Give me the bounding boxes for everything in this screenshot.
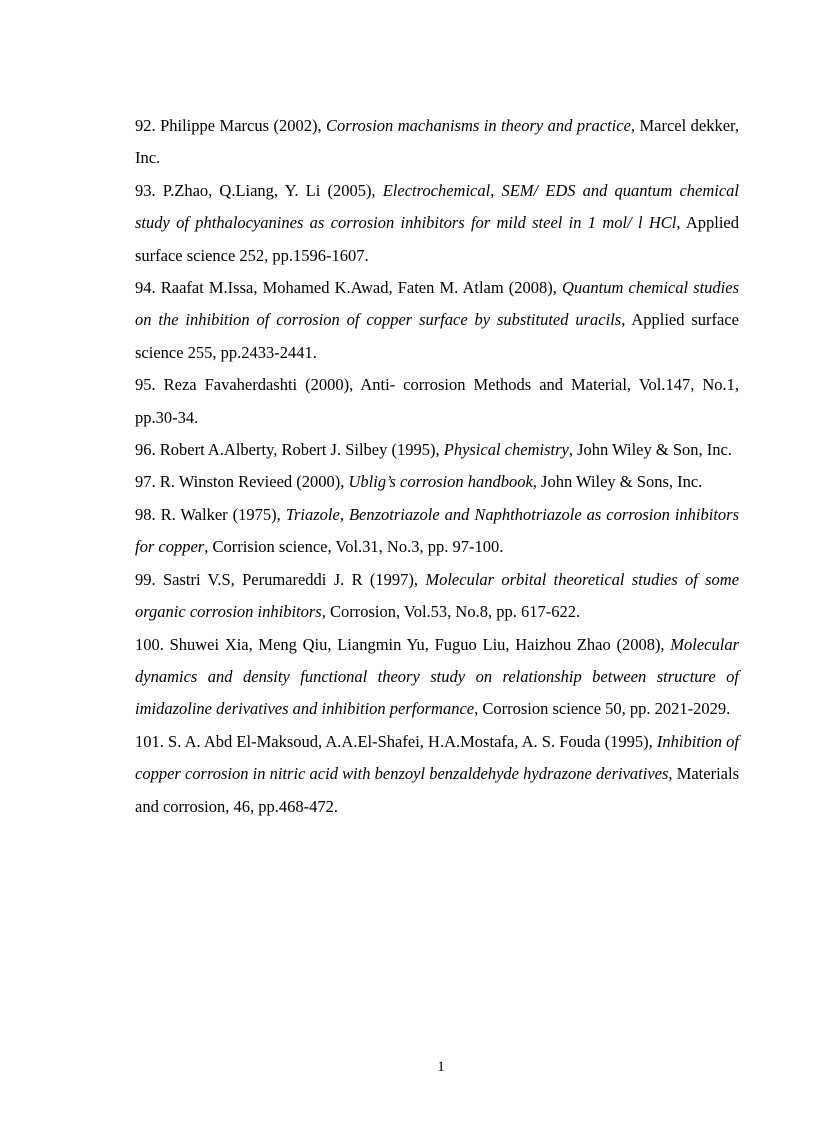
reference-authors: Robert A.Alberty, Robert J. Silbey (1995), [159,440,440,460]
reference-number: 96. [135,440,156,460]
reference-number: 94. [135,278,156,298]
reference-number: 97. [135,472,156,492]
page-number: 1 [437,1059,445,1075]
reference-title: Inhibition of copper corrosion in nitric acid with benzoyl benzaldehyde hydrazone derivatives [135,731,739,784]
reference-authors: Raafat M.Issa, Mohamed K.Awad, Faten M. Atlam (2008), [160,278,557,298]
reference-authors: Reza Favaherdashti (2000), Anti- corrosion Methods and Material, Vol.147, No.1, pp.30-34. [135,375,740,427]
reference-title: Corrosion machanisms in theory and practice [326,116,631,135]
reference-item [135,629,739,726]
reference-number: 93. [135,180,156,200]
reference-authors: Sastri V.S, Perumareddi J. R (1997), [162,569,419,589]
reference-authors: R. Winston Revieed (2000), [159,472,345,492]
reference-item [135,564,739,629]
reference-authors: S. A. Abd El-Maksoud, A.A.El-Shafei, H.A.Mostafa, A. S. Fouda (1995), [168,731,653,751]
reference-number: 100. [135,634,164,654]
reference-source: , John Wiley & Sons, Inc. [532,472,703,492]
reference-item [135,272,739,369]
reference-authors: R. Walker (1975), [160,504,281,524]
reference-item [135,110,739,175]
reference-item [135,499,739,564]
reference-title: Molecular orbital theoretical studies of some organic corrosion inhibitors [135,569,740,622]
reference-source: , Applied surface science 252, pp.1596-1607. [135,213,739,265]
reference-number: 101. [135,731,164,751]
reference-number: 92. [135,116,156,135]
reference-item [135,466,739,498]
reference-number: 95. [135,375,156,395]
reference-source: , Materials and corrosion, 46, pp.468-472. [135,764,740,816]
reference-authors: Shuwei Xia, Meng Qiu, Liangmin Yu, Fuguo Liu, Haizhou Zhao (2008), [169,634,665,654]
reference-list [135,110,739,823]
reference-title: Physical chemistry [443,440,569,460]
reference-title: Electrochemical, SEM/ EDS and quantum chemical study of phthalocyanines as corrosion inhibitors for mild steel in 1 mol/ l HCl [135,180,739,233]
reference-item [135,434,739,466]
reference-source: , John Wiley & Son, Inc. [568,440,732,460]
reference-source: , Corrosion, Vol.53, No.8, pp. 617-622. [321,602,581,622]
reference-item [135,726,739,823]
reference-source: , Marcel dekker, Inc. [135,116,740,168]
reference-source: , Corrosion science 50, pp. 2021-2029. [474,699,731,719]
reference-number: 99. [135,569,156,589]
reference-number: 98. [135,504,156,524]
reference-item [135,369,739,434]
reference-title: Quantum chemical studies on the inhibition of corrosion of copper surface by substituted uracils [135,278,740,330]
reference-title: Triazole, Benzotriazole and Naphthotriazole as corrosion inhibitors for copper [135,504,739,557]
reference-source: , Applied surface science 255, pp.2433-2441. [135,310,739,362]
reference-title: Ublig’s corrosion handbook [348,472,533,492]
reference-authors: P.Zhao, Q.Liang, Y. Li (2005), [162,180,376,200]
reference-source: , Corrision science, Vol.31, No.3, pp. 97-100. [204,537,504,557]
reference-item [135,175,739,272]
reference-title: Molecular dynamics and density functional theory study on relationship between structure of imidazoline derivatives and inhibition performance [135,634,739,719]
reference-authors: Philippe Marcus (2002), [160,116,322,135]
